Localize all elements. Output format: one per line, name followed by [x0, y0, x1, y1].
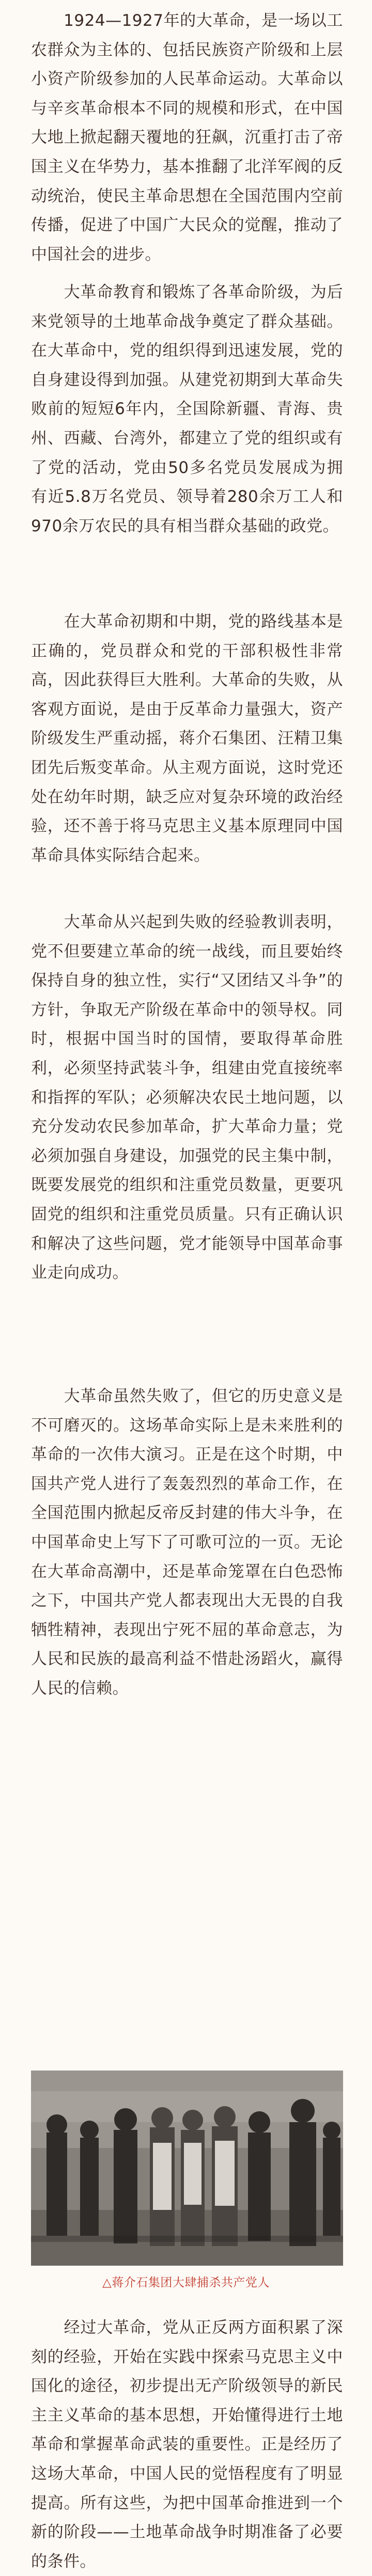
- photo-caption: △蒋介石集团大肆捕杀共产党人: [102, 2276, 270, 2289]
- paragraph-5: 大革命虽然失败了，但它的历史意义是不可磨灭的。这场革命实际上是未来胜利的革命的一次伟大演习。正是在这个时期，中国共产党人进行了轰轰烈烈的革命工作，在全国范围内掀起反帝反封建的伟大斗争，在中国革命史上写下了可歌可泣的一页。无论在大革命高潮中，还是革命笼罩在白色恐怖之下，中国共产党人都表现出大无畏的自我牺牲精神，表现出宁死不屈的革命意志，为人民和民族的最高利益不惜赴汤蹈火，赢得人民的信赖。: [31, 1387, 343, 1698]
- historical-photo: [31, 2071, 343, 2266]
- paragraph-6: 经过大革命，党从正反两方面积累了深刻的经验，开始在实践中探索马克思主义中国化的途径，初步提出无产阶级领导的新民主主义革命的基本思想，开始懂得进行土地革命和掌握革命武装的重要性。正是经历了这场大革命，中国人民的觉悟程度有了明显提高。所有这些，为把中国革命推进到一个新的阶段——土地革命战争时期准备了必要的条件。: [31, 2318, 343, 2571]
- paragraph-4: 大革命从兴起到失败的经验教训表明，党不但要建立革命的统一战线，而且要始终保持自身的独立性，实行“又团结又斗争”的方针，争取无产阶级在革命中的领导权。同时，根据中国当时的国情，要取得革命胜利，必须坚持武装斗争，组建由党直接统率和指挥的军队；必须解决农民土地问题，以充分发动农民参加革命，扩大革命力量；党必须加强自身建设，加强党的民主集中制，既要发展党的组织和注重党员数量，更要巩固党的组织和注重党员质量。只有正确认识和解决了这些问题，党才能领导中国革命事业走向成功。: [31, 913, 343, 1283]
- paragraph-2: 大革命教育和锻炼了各革命阶级，为后来党领导的土地革命战争奠定了群众基础。在大革命中，党的组织得到迅速发展，党的自身建设得到加强。从建党初期到大革命失败前的短短6年内，全国除新疆、青海、贵州、西藏、台湾外，都建立了党的组织或有了党的活动，党由50多名党员发展成为拥有近5.8万名党员、领导着280余万工人和970余万农民的具有相当群众基础的政党。: [31, 283, 343, 535]
- paragraph-3: 在大革命初期和中期，党的路线基本是正确的，党员群众和党的干部积极性非常高，因此获得巨大胜利。大革命的失败，从客观方面说，是由于反革命力量强大，资产阶级发生严重动摇，蒋介石集团、汪精卫集团先后叛变革命。从主观方面说，这时党还处在幼年时期，缺乏应对复杂环境的政治经验，还不善于将马克思主义基本原理同中国革命具体实际结合起来。: [31, 612, 343, 865]
- paragraph-1: 1924—1927年的大革命，是一场以工农群众为主体的、包括民族资产阶级和上层小资产阶级参加的人民革命运动。大革命以与辛亥革命根本不同的规模和形式，在中国大地上掀起翻天覆地的狂飙，沉重打击了帝国主义在华势力，基本推翻了北洋军阀的反动统治，使民主革命思想在全国范围内空前传播，促进了中国广大民众的觉醒，推动了中国社会的进步。: [31, 11, 343, 264]
